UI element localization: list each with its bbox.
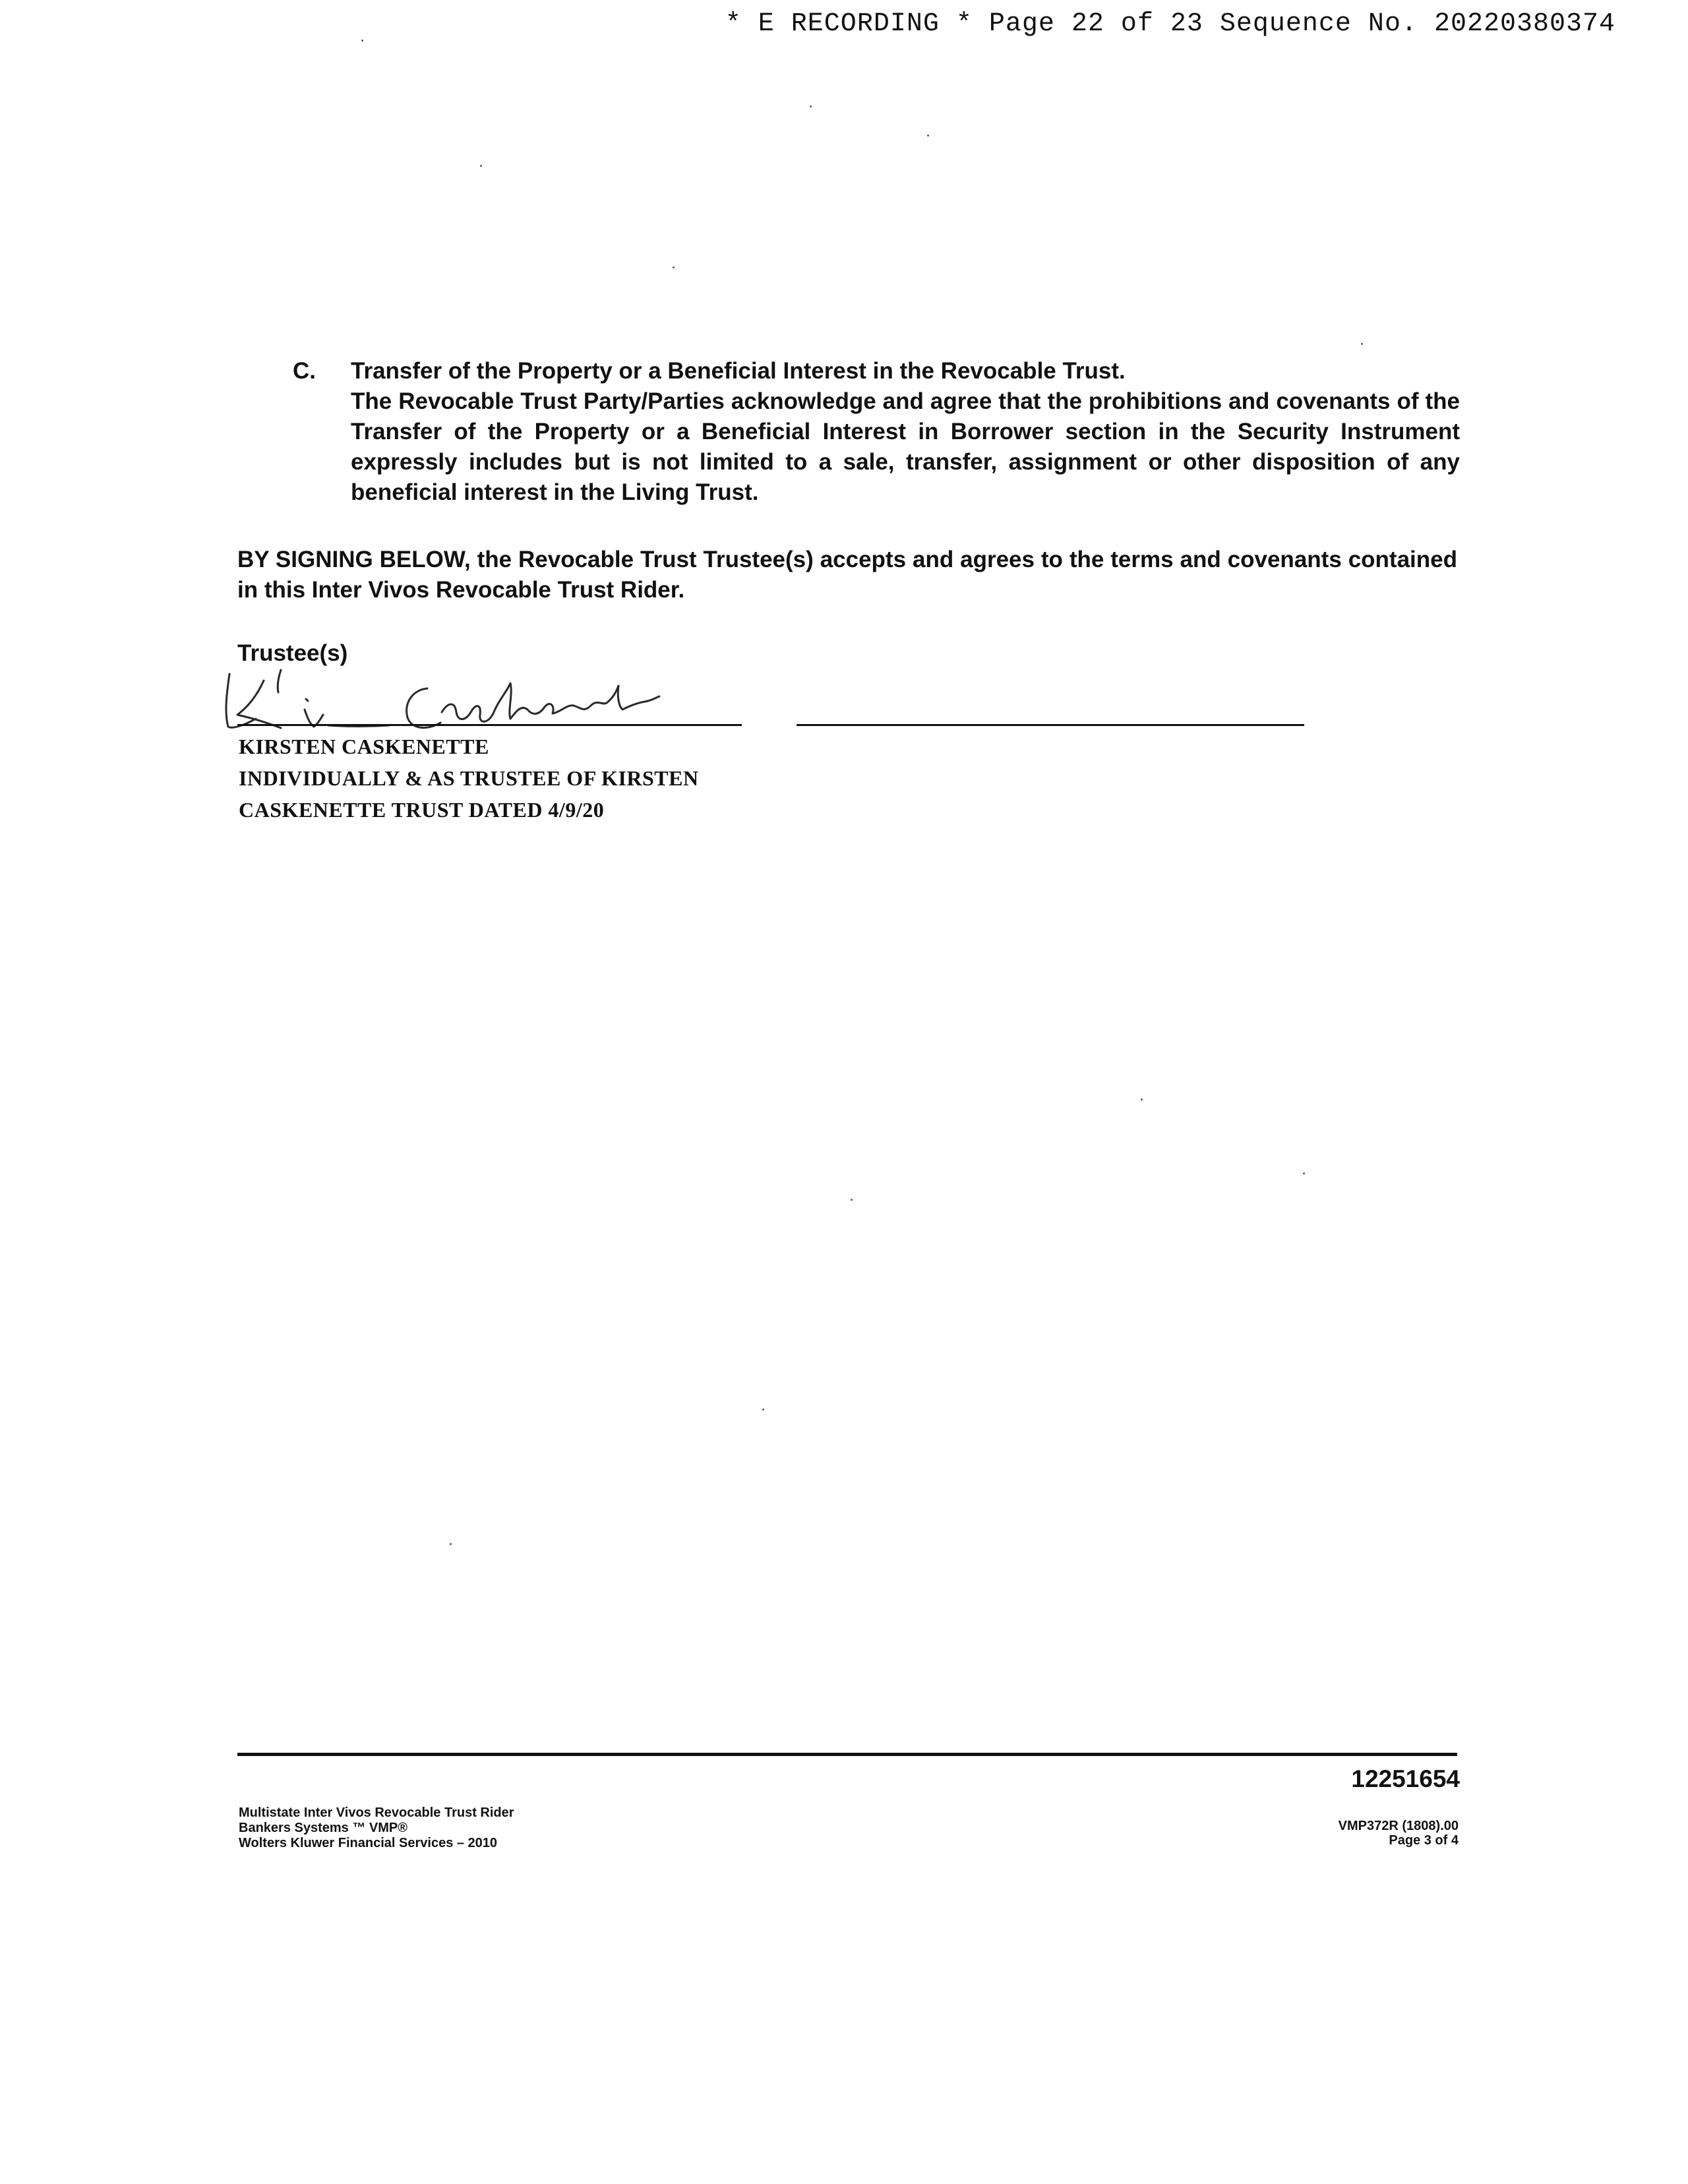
- footer-publisher: Bankers Systems ™ VMP®: [239, 1821, 407, 1835]
- scan-speck: [450, 1543, 452, 1545]
- section-body: The Revocable Trust Party/Parties acknowledge and agree that the prohibitions and covenants of the Transfer of the Property or a Beneficial Interest in Borrower section in the Security Instrument expressly includes but is not limited to a sale, transfer, assignment or other disposition of any beneficial interest in the Living Trust.: [351, 388, 1460, 505]
- scan-speck: [927, 135, 929, 136]
- scan-speck: [361, 40, 363, 42]
- footer-copyright: Wolters Kluwer Financial Services – 2010: [239, 1836, 498, 1850]
- scan-speck: [1141, 1099, 1143, 1101]
- footer-form-code-block: [1339, 1819, 1459, 1848]
- footer-form-title: Multistate Inter Vivos Revocable Trust Rider: [239, 1805, 514, 1820]
- scan-speck: [673, 266, 675, 268]
- footer-form-code: VMP372R (1808).00: [1338, 1819, 1459, 1833]
- scan-speck: [1303, 1172, 1305, 1174]
- scan-speck: [762, 1409, 764, 1410]
- footer-form-info: [239, 1805, 514, 1851]
- trustee-label: Trustee(s): [237, 640, 348, 666]
- signature-line-blank: [797, 724, 1304, 726]
- footer-page-number: Page 3 of 4: [1389, 1833, 1459, 1848]
- signer-block: [239, 731, 699, 826]
- scan-speck: [480, 165, 482, 167]
- signer-name: KIRSTEN CASKENETTE: [239, 735, 489, 758]
- scan-speck: [810, 106, 812, 107]
- signer-trust: CASKENETTE TRUST DATED 4/9/20: [239, 798, 605, 822]
- signature-line-trustee: [237, 724, 742, 726]
- loan-number: 12251654: [1351, 1765, 1460, 1792]
- section-heading: Transfer of the Property or a Beneficial Interest in the Revocable Trust.: [351, 358, 1126, 384]
- handwritten-signature: [218, 666, 706, 739]
- scan-speck: [1361, 343, 1363, 345]
- scan-speck: [851, 1199, 853, 1201]
- signer-capacity: INDIVIDUALLY & AS TRUSTEE OF KIRSTEN: [239, 766, 699, 790]
- recording-header: * E RECORDING * Page 22 of 23 Sequence No. 20220380374: [725, 9, 1615, 39]
- by-signing-paragraph: BY SIGNING BELOW, the Revocable Trust Trustee(s) accepts and agrees to the terms and covenants contained in this Inter Vivos Revocable Trust Rider.: [237, 547, 1457, 603]
- footer-rule: [237, 1753, 1457, 1756]
- section-c: [293, 356, 1460, 508]
- section-letter: C.: [293, 358, 316, 384]
